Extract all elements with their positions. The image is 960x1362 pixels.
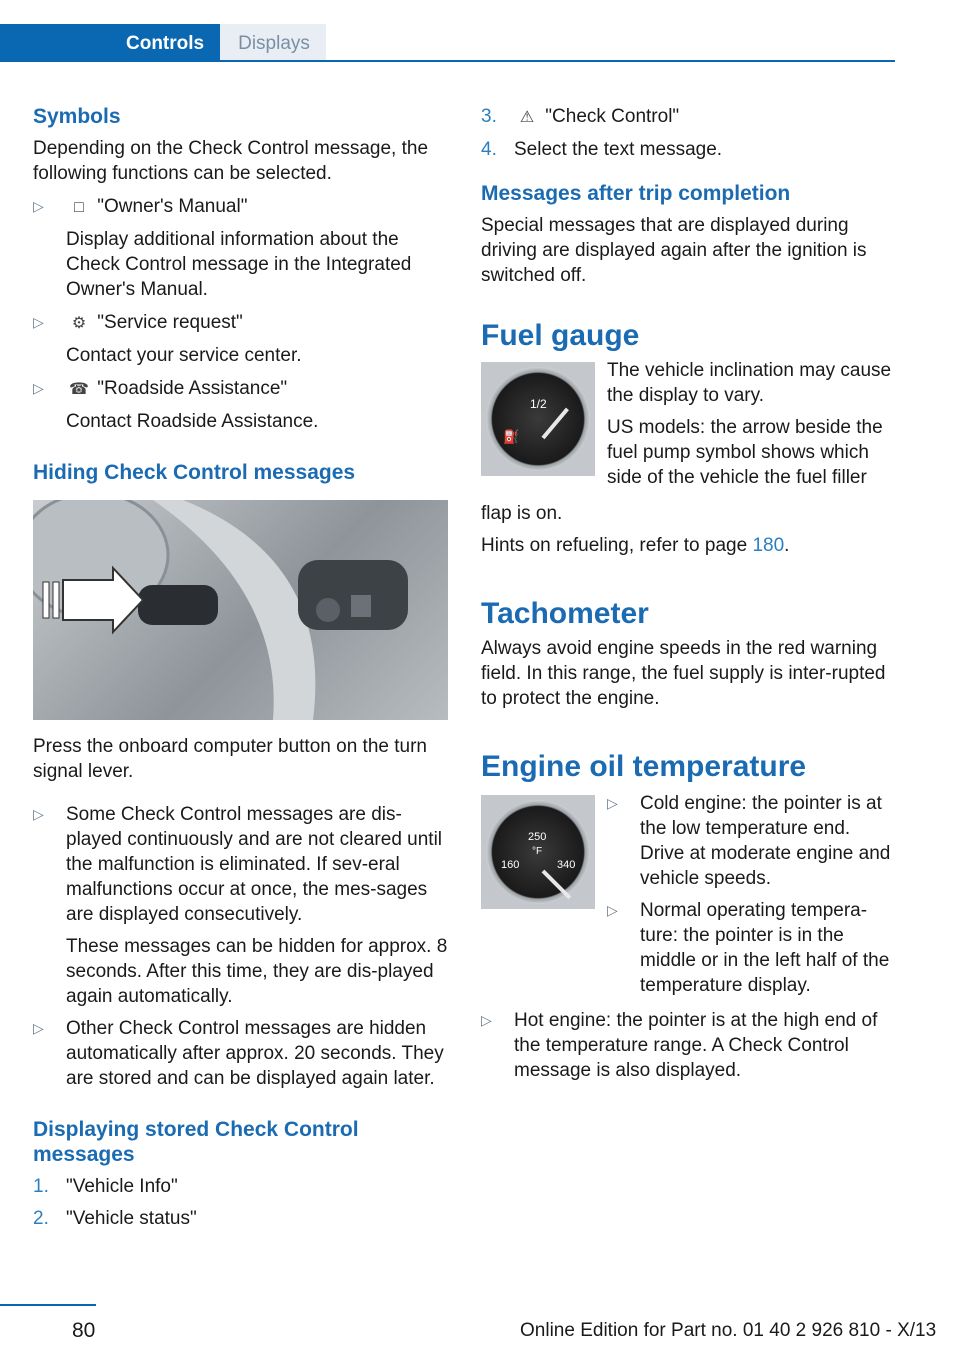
tab-controls[interactable]: Controls xyxy=(0,24,220,61)
fuel-text-2: US models: the arrow beside the fuel pump symbol shows which side of the vehicle the fuel filler xyxy=(607,417,883,488)
oil-gauge-block xyxy=(481,791,897,1006)
turn-signal-lever-illustration xyxy=(33,500,448,720)
owners-manual-desc: Display additional information about the Check Control message in the Integrated Owner's Manual. xyxy=(66,229,412,300)
fuel-gauge-heading: Fuel gauge xyxy=(481,319,640,352)
list-item xyxy=(33,194,449,302)
hiding-heading: Hiding Check Control messages xyxy=(33,461,356,484)
right-column xyxy=(481,100,897,1083)
list-item xyxy=(33,802,449,1009)
oil-gauge-text xyxy=(607,791,899,998)
step-number: 2. xyxy=(33,1208,49,1229)
step-number: 1. xyxy=(33,1176,49,1197)
oil-gauge-high-label: 340 xyxy=(557,859,576,871)
fuel-gauge-dial xyxy=(486,367,590,471)
oil-gauge-low-label: 160 xyxy=(501,859,520,871)
step-text: Select the text message. xyxy=(514,139,723,160)
fuel-gauge-image xyxy=(481,362,595,476)
hints-text: Hints on refueling, refer to page 180. xyxy=(481,535,790,556)
header-rule xyxy=(0,60,895,62)
step-number: 3. xyxy=(481,106,497,127)
header-tabs xyxy=(0,24,326,61)
book-icon: □ xyxy=(74,199,84,216)
step-text: "Check Control" xyxy=(545,106,680,127)
service-icon: ⚙ xyxy=(71,315,87,332)
step-text: "Vehicle status" xyxy=(66,1208,197,1229)
list-item xyxy=(33,376,449,434)
bullet1-text: ▷ Some Check Control messages are dis‐played continuously and are not cleared until the malfunction is eliminated. If sev‐eral malfunctions occur at once, the mes‐sages are displayed consecutively. xyxy=(66,804,443,925)
stored-heading: Displaying stored Check Control messages xyxy=(33,1118,359,1166)
footer-rule xyxy=(0,1304,96,1306)
turn-signal-lever-photo xyxy=(33,500,448,720)
list-item xyxy=(481,104,897,130)
list-item xyxy=(33,1016,449,1091)
hints-label: Hints on refueling, refer to page xyxy=(481,535,748,556)
list-item xyxy=(33,310,449,368)
oil-gauge-unit-label: °F xyxy=(532,846,543,857)
bullet1-text-continued: These messages can be hidden for approx. 8 seconds. After this time, they are dis‐played again automatically. xyxy=(66,936,448,1007)
press-text: Press the onboard computer button on the turn signal lever. xyxy=(33,736,427,782)
warning-triangle-icon: ⚠ xyxy=(519,109,535,126)
bullet2-text: ▷ Other Check Control messages are hidden automatically after approx. 20 seconds. They are stored and can be displayed again later. xyxy=(66,1018,444,1089)
left-column xyxy=(33,100,449,1231)
oil-bullet1-text: ▷ Cold engine: the pointer is at the low temperature end. Drive at moderate engine and vehicle speeds. xyxy=(640,793,891,889)
service-desc: Contact your service center. xyxy=(66,345,302,366)
fuel-half-label: 1/2 xyxy=(530,397,547,411)
tachometer-heading: Tachometer xyxy=(481,597,649,630)
oil-bullet2-text: ▷ Normal operating tempera‐ture: the pointer is in the middle or in the left half of the temperature display. xyxy=(640,900,890,996)
step-text: "Vehicle Info" xyxy=(66,1176,178,1197)
edition-footer: Online Edition for Part no. 01 40 2 926 810 - X/13 xyxy=(520,1320,937,1341)
symbols-heading: Symbols xyxy=(33,105,121,128)
tab-displays[interactable]: Displays xyxy=(220,24,326,61)
roadside-icon: ☎ xyxy=(69,381,89,398)
owners-manual-label: "Owner's Manual" xyxy=(97,196,248,217)
page-number: 80 xyxy=(72,1319,96,1342)
roadside-label: "Roadside Assistance" xyxy=(97,378,288,399)
fuel-gauge-block xyxy=(481,358,897,503)
oil-gauge-mid-label: 250 xyxy=(528,831,547,843)
step-number: 4. xyxy=(481,139,497,160)
fuel-text-2-continued: flap is on. xyxy=(481,503,563,524)
oil-temperature-heading: Engine oil temperature xyxy=(481,750,807,783)
symbols-intro: Depending on the Check Control message, the following functions can be selected. xyxy=(33,138,429,184)
tachometer-text: Always avoid engine speeds in the red warning field. In this range, the fuel supply is inter‐rupted to protect the engine. xyxy=(481,638,886,709)
roadside-desc: Contact Roadside Assistance. xyxy=(66,411,319,432)
list-item xyxy=(481,1008,897,1083)
fuel-pump-icon: ⛽ xyxy=(503,429,520,444)
after-trip-text: Special messages that are displayed during driving are displayed again after the ignition is switched off. xyxy=(481,215,867,286)
oil-gauge-image xyxy=(481,795,595,909)
list-item xyxy=(33,1206,449,1231)
fuel-text-1: The vehicle inclination may cause the display to vary. xyxy=(607,360,892,406)
list-item xyxy=(481,137,897,162)
page-180-link[interactable]: 180 xyxy=(752,535,785,556)
after-trip-heading: Messages after trip completion xyxy=(481,182,791,205)
list-item xyxy=(607,898,899,998)
service-label: "Service request" xyxy=(97,312,243,333)
oil-bullet3-text: ▷ Hot engine: the pointer is at the high end of the temperature range. A Check Control message is also displayed. xyxy=(514,1010,878,1081)
list-item xyxy=(607,791,899,891)
list-item xyxy=(33,1174,449,1199)
fuel-gauge-text xyxy=(607,358,899,490)
